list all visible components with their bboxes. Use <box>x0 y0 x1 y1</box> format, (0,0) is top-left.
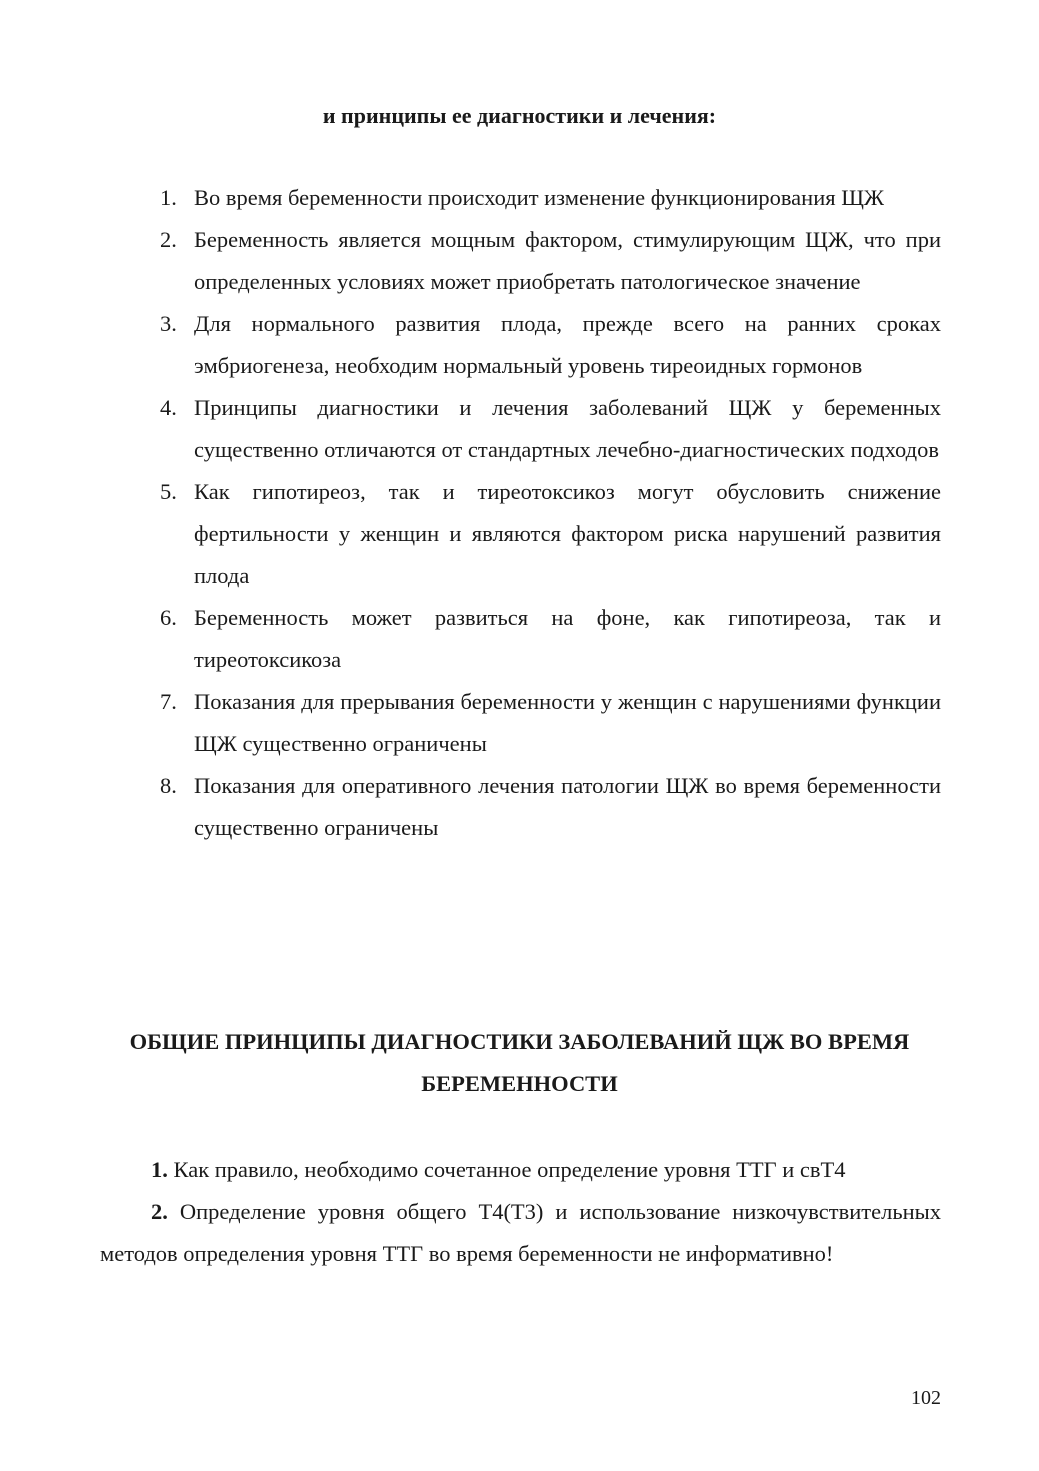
list-item <box>160 387 941 471</box>
list-item-number: 5. <box>160 479 177 504</box>
list-item <box>160 597 941 681</box>
list-item <box>160 177 941 219</box>
list-item-text: Определение уровня общего Т4(Т3) и использование низкочувствительных методов определения уровня ТТГ во время беременности не информативно! <box>100 1199 941 1266</box>
thyroid-pregnancy-features-list <box>160 177 941 849</box>
list-item-number: 3. <box>160 311 177 336</box>
list-item <box>100 1149 941 1191</box>
list-item-number: 2. <box>160 227 177 252</box>
list-item-text: Как правило, необходимо сочетанное определение уровня ТТГ и свТ4 <box>173 1157 846 1182</box>
list-item <box>160 765 941 849</box>
list-item <box>160 681 941 765</box>
list-item-number: 7. <box>160 689 177 714</box>
top-heading: и принципы ее диагностики и лечения: <box>322 103 717 128</box>
list-item-text: Во время беременности происходит изменение функционирования ЩЖ <box>194 185 885 210</box>
list-item <box>160 303 941 387</box>
list-item-text: Как гипотиреоз, так и тиреотоксикоз могут обусловить снижение фертильности у женщин и являются фактором риска нарушений развития плода <box>194 479 941 588</box>
list-item-number: 2. <box>151 1199 168 1224</box>
list-item-number: 8. <box>160 773 177 798</box>
list-item-number: 4. <box>160 395 177 420</box>
list-item-number: 6. <box>160 605 177 630</box>
list-item <box>160 219 941 303</box>
list-item-text: Показания для прерывания беременности у женщин с нарушениями функции ЩЖ существенно ограничены <box>194 689 941 756</box>
list-item <box>100 1191 941 1275</box>
list-item-number: 1. <box>160 185 177 210</box>
list-item-text: Показания для оперативного лечения патологии ЩЖ во время беременности существенно ограничены <box>194 773 941 840</box>
page-number: 102 <box>911 1387 941 1409</box>
list-item-text: Для нормального развития плода, прежде всего на ранних сроках эмбриогенеза, необходим нормальный уровень тиреоидных гормонов <box>194 311 941 378</box>
list-item-number: 1. <box>151 1157 168 1182</box>
list-item <box>160 471 941 597</box>
section-heading: ОБЩИЕ ПРИНЦИПЫ ДИАГНОСТИКИ ЗАБОЛЕВАНИЙ ЩЖ ВО ВРЕМЯ БЕРЕМЕННОСТИ <box>129 1029 910 1096</box>
diagnostics-principles-list <box>100 1149 941 1275</box>
list-item-text: Принципы диагностики и лечения заболеваний ЩЖ у беременных существенно отличаются от стандартных лечебно-диагностических подходов <box>194 395 941 462</box>
list-item-text: Беременность является мощным фактором, стимулирующим ЩЖ, что при определенных условиях может приобретать патологическое значение <box>194 227 941 294</box>
list-item-text: Беременность может развиться на фоне, как гипотиреоза, так и тиреотоксикоза <box>194 605 941 672</box>
